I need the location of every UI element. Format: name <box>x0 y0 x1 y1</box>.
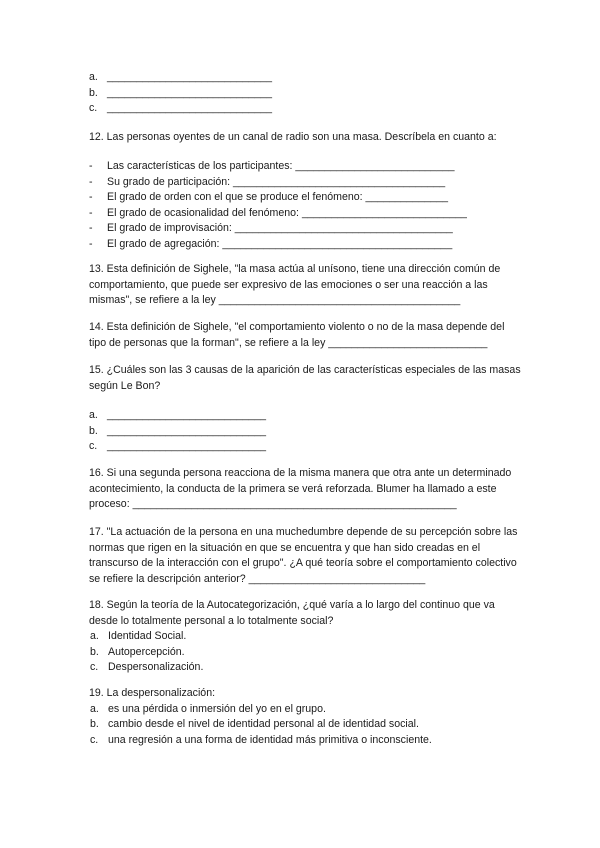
question-line: 18. Según la teoría de la Autocategorización, ¿qué varía a lo largo del continuo que va <box>89 599 495 611</box>
bullet-marker: - <box>89 175 93 188</box>
option-text: una regresión a una forma de identidad más primitiva o inconsciente. <box>108 733 432 746</box>
list-item <box>90 733 504 749</box>
answer-blank: ____________________________ <box>107 86 272 99</box>
list-item <box>90 645 504 661</box>
option-text: Identidad Social. <box>108 630 187 642</box>
option-marker: a. <box>89 409 98 421</box>
option-text: Despersonalización. <box>108 661 204 673</box>
question-line: según Le Bon? <box>89 379 161 392</box>
question-line: proceso: _______________________________________________________ <box>89 498 457 510</box>
answer-blank: ___________________________ <box>107 424 267 437</box>
answer-blank: ___________________________ <box>107 440 267 452</box>
question-14 <box>89 320 504 351</box>
question-line: se refiere la descripción anterior? ______________________________ <box>89 572 426 585</box>
list-item <box>89 408 504 424</box>
item-text: El grado de orden con el que se produce el fenómeno: ______________ <box>107 191 449 203</box>
option-marker: b. <box>90 645 99 658</box>
bullet-marker: - <box>89 206 93 219</box>
option-text: es una pérdida o inmersión del yo en el grupo. <box>108 702 326 715</box>
option-marker: a. <box>89 71 98 83</box>
question-line: mismas", se refiere a la ley _________________________________________ <box>89 294 461 306</box>
question-line: 13. Esta definición de Sighele, "la masa actúa al unísono, tiene una dirección común de <box>89 263 501 275</box>
bullet-marker: - <box>89 191 93 203</box>
option-text: cambio desde el nivel de identidad personal al de identidad social. <box>108 718 419 730</box>
list-item <box>89 175 504 191</box>
list-item <box>90 702 504 718</box>
answer-blank: ___________________________ <box>107 409 267 421</box>
item-text: Las características de los participantes: ___________________________ <box>107 160 455 172</box>
option-text: Autopercepción. <box>108 645 185 658</box>
question-line: 19. La despersonalización: <box>89 687 216 699</box>
list-item <box>89 101 504 117</box>
bullet-marker: - <box>89 237 93 250</box>
question-line: 17. "La actuación de la persona en una muchedumbre depende de su percepción sobre las <box>89 526 518 538</box>
question-line: normas que rigen en la situación en que se encuentra y que han sido creadas en el <box>89 541 481 554</box>
question-line: desde lo totalmente personal a lo totalmente social? <box>89 614 334 627</box>
list-item <box>89 159 504 175</box>
question-text: 12. Las personas oyentes de un canal de radio son una masa. Descríbela en cuanto a: <box>89 131 497 143</box>
option-marker: b. <box>90 718 99 730</box>
option-marker: b. <box>89 86 98 99</box>
question-line: transcurso de la interacción con el grupo". ¿A qué teoría sobre el comportamiento colectivo <box>89 557 517 569</box>
item-text: El grado de ocasionalidad del fenómeno: ____________________________ <box>107 206 467 219</box>
question-16 <box>89 466 512 513</box>
list-item <box>89 86 504 102</box>
list-item <box>89 237 504 253</box>
question-line: comportamiento, que puede ser expresivo de las emociones o ser una reacción a las <box>89 278 488 291</box>
answer-blank: ____________________________ <box>107 71 272 83</box>
question-13 <box>89 262 504 309</box>
bullet-marker: - <box>89 222 93 234</box>
list-item <box>89 221 504 237</box>
option-marker: c. <box>89 102 98 114</box>
question-19 <box>89 686 504 748</box>
question-12-items <box>89 159 504 252</box>
question-line: 14. Esta definición de Sighele, "el comportamiento violento o no de la masa depende del <box>89 321 505 333</box>
question-line: acontecimiento, la conducta de la primera se verá reforzada. Blumer ha llamado a este <box>89 482 497 495</box>
option-marker: a. <box>90 702 99 715</box>
item-text: Su grado de participación: ____________________________________ <box>107 175 446 188</box>
question-15-options <box>89 408 504 455</box>
question-12 <box>89 130 504 146</box>
question-line: tipo de personas que la forman", se refiere a la ley ___________________________ <box>89 336 488 349</box>
option-marker: c. <box>90 733 99 746</box>
answer-blank: ____________________________ <box>107 102 272 114</box>
list-item <box>89 206 504 222</box>
list-item <box>89 424 504 440</box>
question-15 <box>89 363 521 394</box>
list-item <box>89 70 504 86</box>
list-item <box>90 629 504 645</box>
list-item <box>90 717 504 733</box>
item-text: El grado de agregación: _______________________________________ <box>107 237 453 250</box>
prev-options <box>89 70 504 117</box>
question-18 <box>89 598 504 676</box>
option-marker: c. <box>89 440 98 452</box>
list-item <box>89 190 504 206</box>
list-item <box>90 660 504 676</box>
question-17 <box>89 525 518 587</box>
question-line: 16. Si una segunda persona reacciona de la misma manera que otra ante un determinado <box>89 467 512 479</box>
question-line: 15. ¿Cuáles son las 3 causas de la aparición de las características especiales de las masas <box>89 364 521 376</box>
item-text: El grado de improvisación: _____________________________________ <box>107 222 453 234</box>
bullet-marker: - <box>89 160 93 172</box>
list-item <box>89 439 504 455</box>
option-marker: a. <box>90 630 99 642</box>
option-marker: b. <box>89 424 98 437</box>
option-marker: c. <box>90 661 99 673</box>
